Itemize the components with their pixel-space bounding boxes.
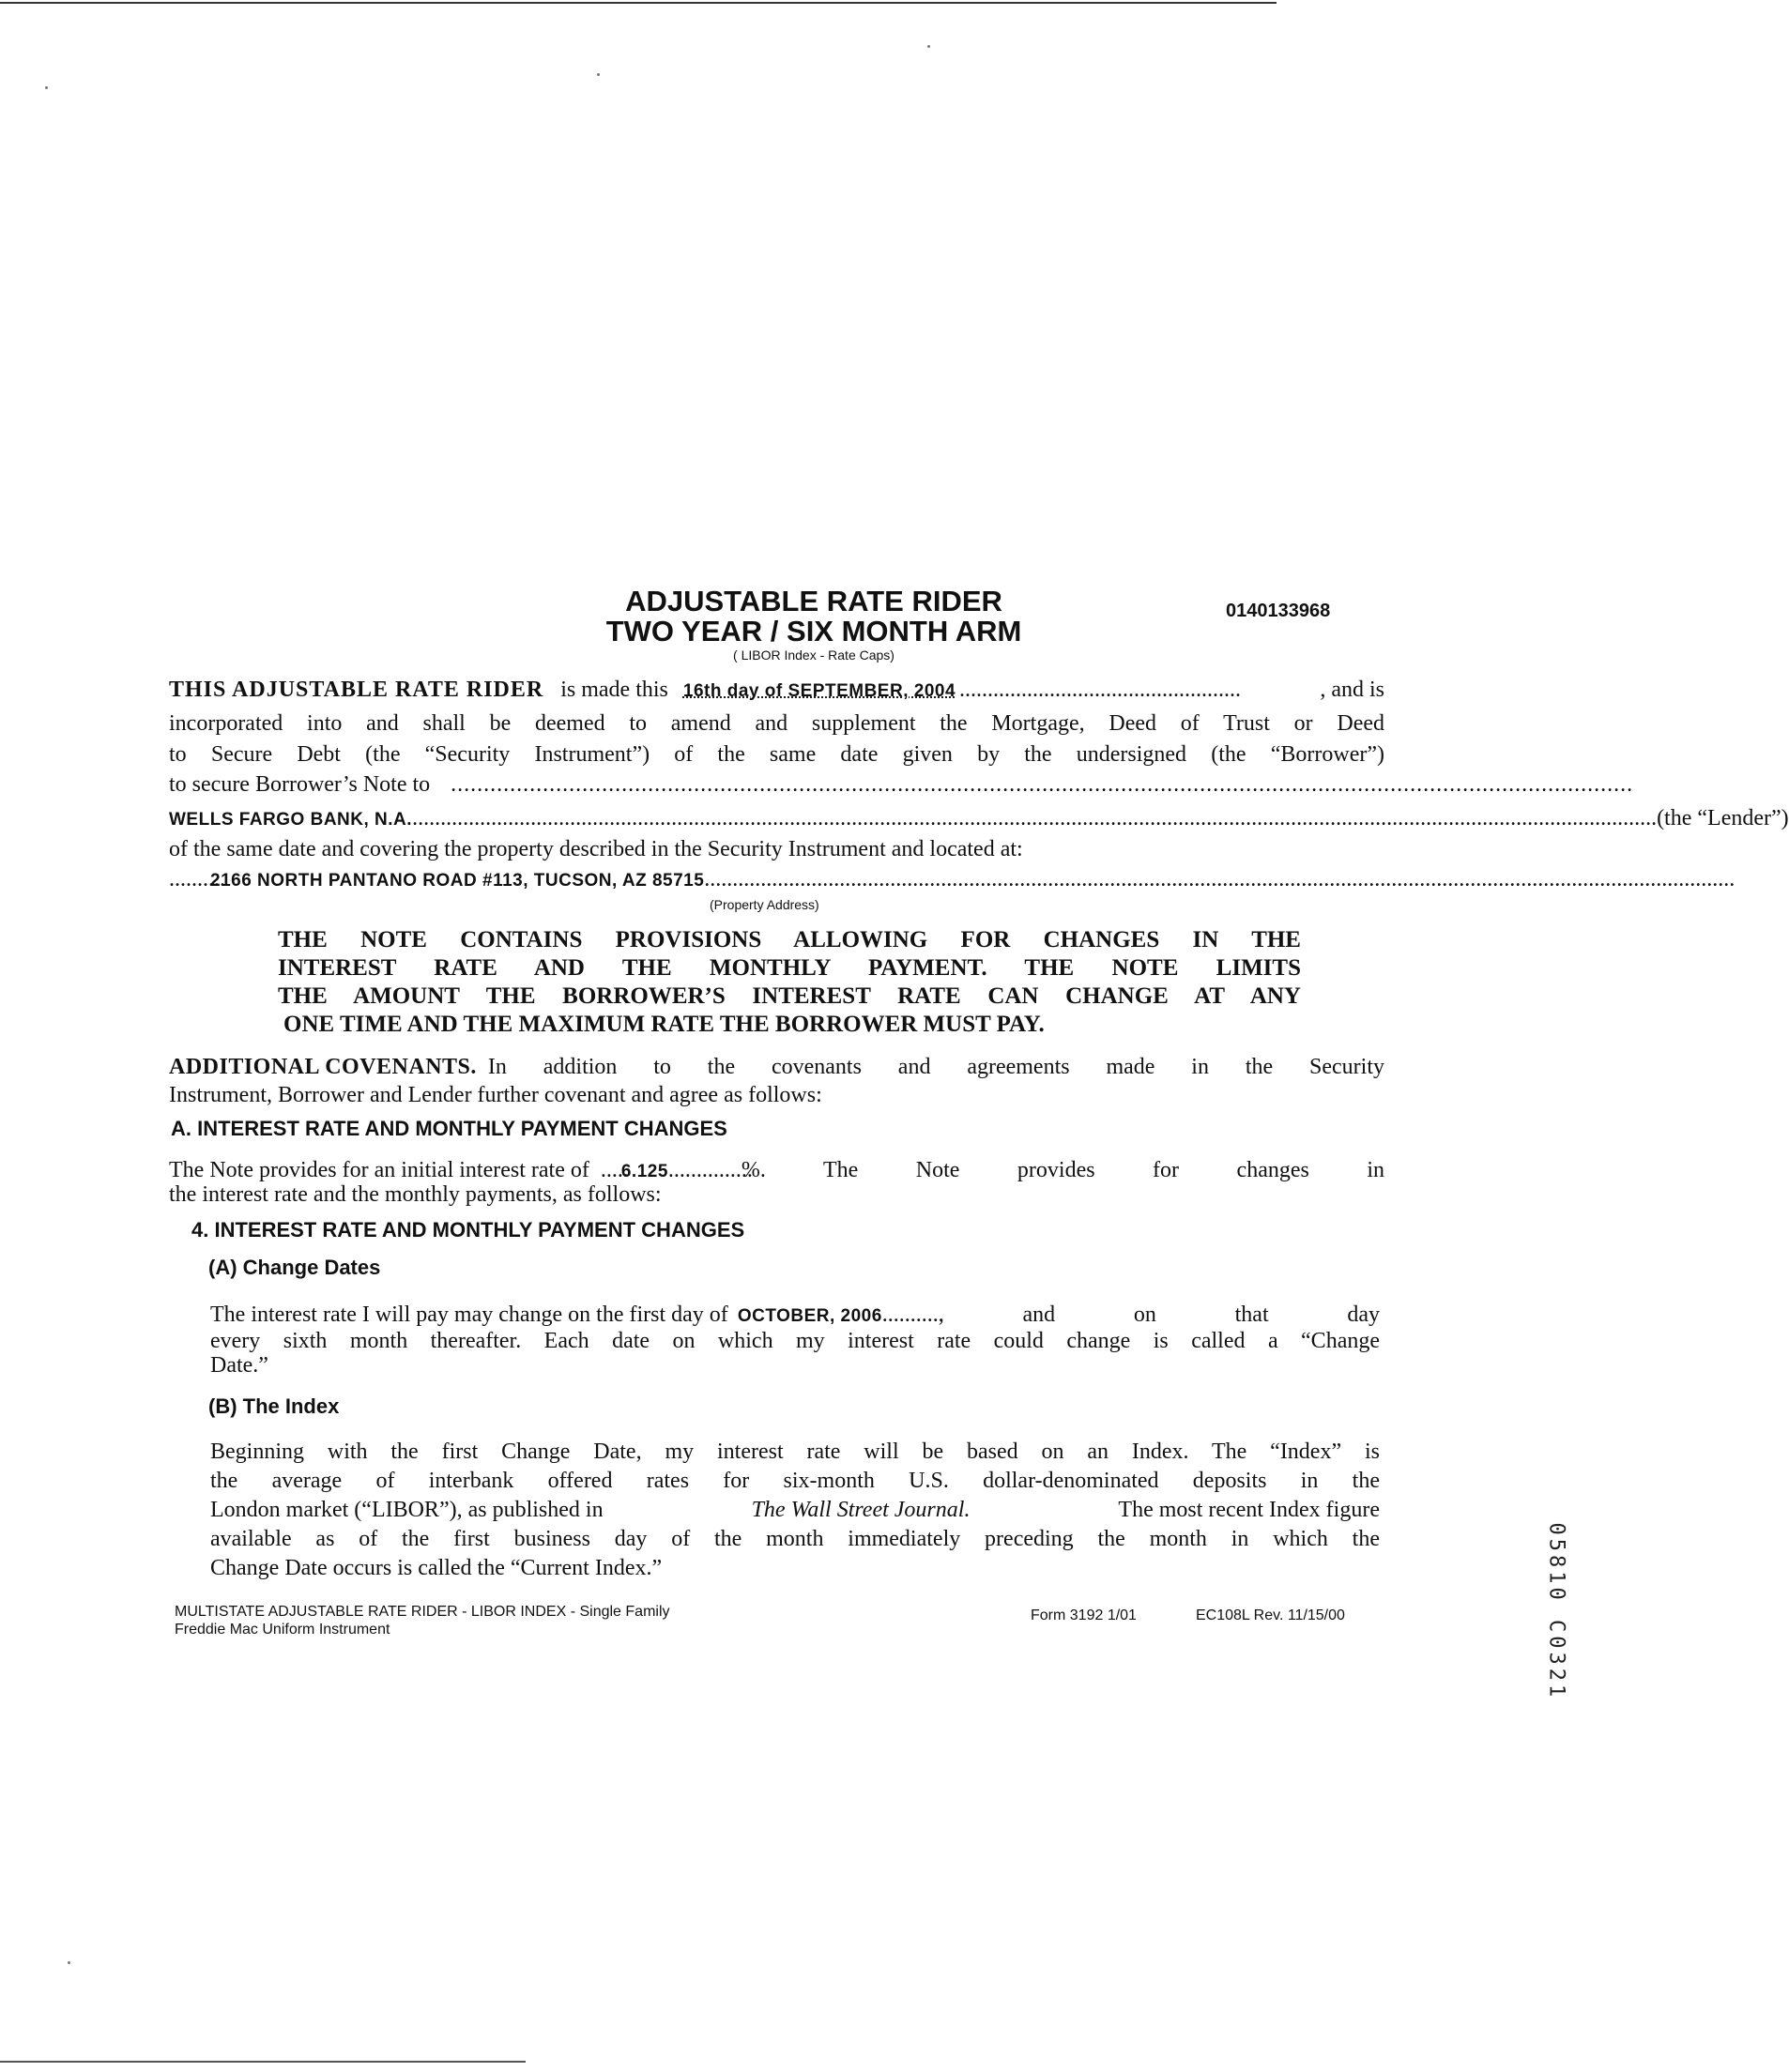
index-text: London market (“LIBOR”), as published in [210, 1498, 604, 1522]
rider-lead: THIS ADJUSTABLE RATE RIDER [169, 678, 544, 702]
intro-line-1 [169, 676, 1384, 706]
intro-line-3: to Secure Debt (the “Security Instrument”) of the same date given by the undersigned (the “Borrower”) [169, 742, 1384, 767]
property-address-label: (Property Address) [710, 897, 819, 912]
publication-name: The Wall Street Journal. [751, 1498, 971, 1522]
dotted-leader: ............... [667, 1158, 753, 1182]
recording-stamp [1544, 1520, 1569, 1764]
intro-line-7 [169, 865, 1735, 895]
dotted-leader: .................................................. [959, 678, 1242, 702]
dotted-leader: ............................................................................................................................................................................................................................. [412, 806, 1658, 830]
initial-interest-rate: 6.125 [620, 1162, 668, 1181]
recording-stamp-text: 05810 C0321 [1544, 1522, 1568, 1701]
scan-edge-top [0, 2, 1277, 4]
dotted-leader: ..... [600, 1158, 629, 1182]
index-line-4: available as of the first business day of the month immediately preceding the month in which the [210, 1527, 1380, 1551]
section-4-heading: 4. INTEREST RATE AND MONTHLY PAYMENT CHANGES [191, 1218, 745, 1242]
covenants-line-2: Instrument, Borrower and Lender further covenant and agree as follows: [169, 1083, 822, 1107]
covenants-lead: ADDITIONAL COVENANTS. [169, 1055, 477, 1079]
section-a-text: %. The Note provides for changes in [741, 1158, 1384, 1182]
change-dates-line-3: Date.” [210, 1353, 268, 1378]
property-address: 2166 NORTH PANTANO ROAD #113, TUCSON, AZ 85715 [210, 871, 705, 891]
document-title: ADJUSTABLE RATE RIDER [625, 585, 1002, 617]
index-caption: ( LIBOR Index - Rate Caps) [733, 648, 894, 663]
intro-text: , and is [1320, 678, 1384, 702]
footer-form-number: Form 3192 1/01 [1031, 1607, 1137, 1623]
footer-instrument: Freddie Mac Uniform Instrument [175, 1622, 390, 1638]
loan-number: 0140133968 [1226, 601, 1331, 621]
scan-edge-bottom [0, 2061, 526, 2063]
notice-line-1: THE NOTE CONTAINS PROVISIONS ALLOWING FOR CHANGES IN THE [278, 927, 1301, 952]
footer-form-title: MULTISTATE ADJUSTABLE RATE RIDER - LIBOR INDEX - Single Family [175, 1604, 670, 1620]
lender-suffix: (the “Lender”) [1657, 806, 1789, 830]
lender-name: WELLS FARGO BANK, N.A. [169, 810, 413, 830]
index-line-5: Change Date occurs is called the “Current Index.” [210, 1556, 663, 1580]
notice-line-2: INTEREST RATE AND THE MONTHLY PAYMENT. THE NOTE LIMITS [278, 955, 1301, 981]
index-line-2: the average of interbank offered rates for six-month U.S. dollar-denominated deposits in the [210, 1469, 1380, 1493]
index-text: The most recent Index figure [1118, 1498, 1380, 1522]
footer-revision: EC108L Rev. 11/15/00 [1196, 1607, 1345, 1623]
scan-speck [597, 73, 600, 76]
section-a-line-2: the interest rate and the monthly payments, as follows: [169, 1182, 662, 1207]
dotted-leader: .......... [169, 867, 225, 891]
change-dates-line-2: every sixth month thereafter. Each date on which my interest rate could change is called a “Change [210, 1329, 1380, 1353]
section-a-heading: A. INTEREST RATE AND MONTHLY PAYMENT CHANGES [171, 1117, 727, 1140]
change-dates-heading: (A) Change Dates [208, 1256, 381, 1279]
intro-line-4 [169, 770, 1634, 799]
intro-line-5 [169, 804, 1789, 834]
dotted-leader: ........... [881, 1303, 944, 1327]
covenants-line-1 [169, 1053, 1384, 1081]
scan-speck [45, 86, 48, 89]
scan-speck [927, 45, 930, 48]
change-dates-text: , and on that day [938, 1303, 1380, 1327]
dotted-leader: ....................................................................................................................................................................................... [704, 867, 1735, 891]
intro-line-6: of the same date and covering the property described in the Security Instrument and located at: [169, 837, 1023, 861]
rider-date: 16th day of SEPTEMBER, 2004 [682, 681, 956, 701]
notice-line-4: ONE TIME AND THE MAXIMUM RATE THE BORROWER MUST PAY. [283, 1012, 1045, 1037]
intro-text: to secure Borrower’s Note to [169, 772, 431, 797]
notice-line-3: THE AMOUNT THE BORROWER’S INTEREST RATE CAN CHANGE AT ANY [278, 983, 1301, 1009]
index-line-3 [210, 1496, 1380, 1524]
covenants-text: In addition to the covenants and agreements made in the Security [487, 1055, 1384, 1079]
document-subtitle-arm: TWO YEAR / SIX MONTH ARM [605, 615, 1022, 648]
scan-speck [68, 1961, 70, 1964]
section-a-text: The Note provides for an initial interest rate of [169, 1158, 589, 1182]
intro-line-2: incorporated into and shall be deemed to amend and supplement the Mortgage, Deed of Trust or Deed [169, 711, 1384, 736]
intro-text: is made this [560, 678, 668, 702]
first-change-date: OCTOBER, 2006 [737, 1306, 882, 1326]
dotted-leader: .................................................................................................................................................................................... [451, 772, 1634, 797]
index-line-1: Beginning with the first Change Date, my interest rate will be based on an Index. The “Index” is [210, 1440, 1380, 1464]
change-dates-text: The interest rate I will pay may change on the first day of [210, 1303, 728, 1327]
index-heading: (B) The Index [208, 1394, 340, 1418]
